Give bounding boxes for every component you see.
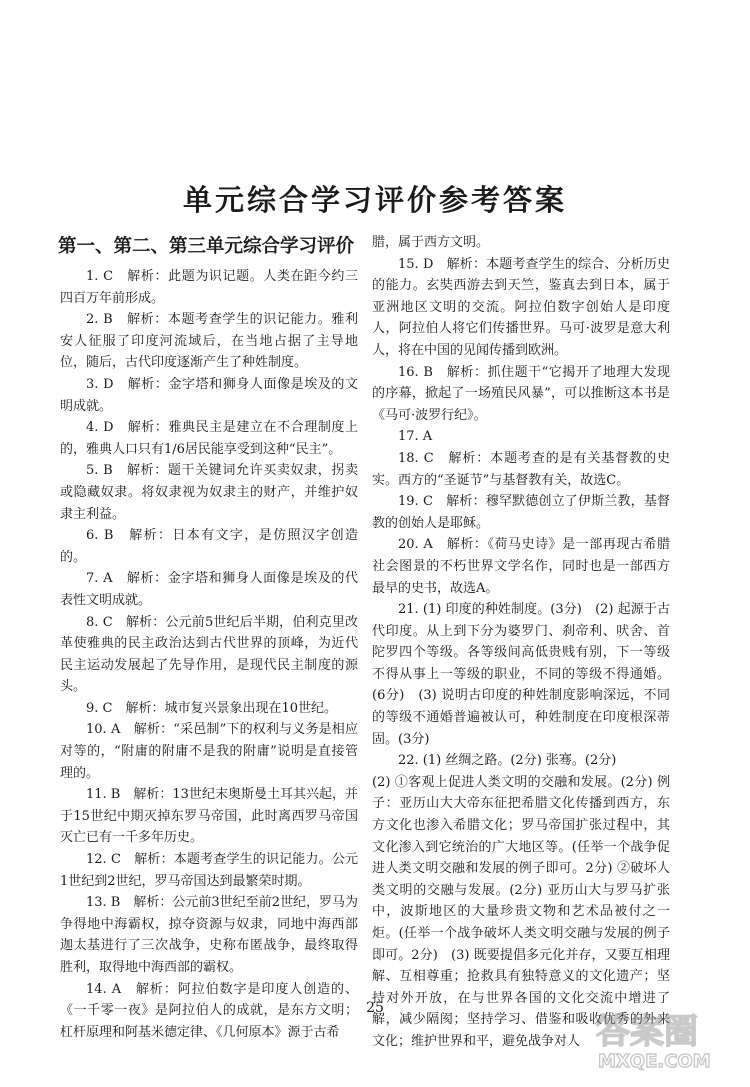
page-number: 25 [366,1000,384,1016]
answer-item: 5. B 解析：题干关键词允许买卖奴隶，拐卖或隐藏奴隶。将奴隶视为奴隶主的财产，并维护奴隶主利益。 [60,463,358,522]
page-title: 单元综合学习评价参考答案 [182,183,567,217]
answer-item: 9. C 解析：城市复兴景象出现在10世纪。 [86,700,338,716]
answer-item: 14. A 解析：阿拉伯数字是印度人创造的、《一千零一夜》是阿拉伯人的成就，是东方文明；杠杆原理和阿基米德定律、《几何原本》源于古希 [60,981,358,1040]
section-title: 第一、第二、第三单元综合学习评价 [58,236,355,257]
answer-item: 20. A 解析：《荷马史诗》是一部再现古希腊社会图景的不朽世界文学名作，同时也是一部西方最早的史书，故选A。 [372,537,670,596]
answer-item: 21. (1) 印度的种姓制度。(3分) (2) 起源于古代印度。从上到下分为婆罗门、刹帝利、吠舍、首陀罗四个等级。各等级间高低贵贱有别，下一等级不得从事上一等级的职业，不同的等级不得通婚。(6分) (3) 说明古印度的种姓制度影响深远，不同的等级不通婚普遍被认可，种姓制度在印度根深蒂固。(3分) [372,602,670,747]
watermark-line1: 答案圈 [596,1012,698,1052]
answer-item: 17. A [398,429,433,445]
answer-item: 1. C 解析：此题为识记题。人类在距今约三四百万年前形成。 [60,269,358,306]
answer-item: 13. B 解析：公元前3世纪至前2世纪，罗马为争得地中海霸权，掠夺资源与奴隶，同地中海西部迦太基进行了三次战争，史称布匿战争，最终取得胜利，取得地中海西部的霸权。 [60,895,358,975]
answer-item: 6. B 解析：日本有文字，是仿照汉字创造的。 [60,528,358,565]
watermark-line2: MXQE.COM [598,1051,711,1072]
answer-item: 3. D 解析：金字塔和狮身人面像是埃及的文明成就。 [60,376,358,414]
answer-item: 8. C 解析：公元前5世纪后半期，伯利克里改革使雅典的民主政治达到古代世界的顶峰，为近代民主运动发展起了先导作用，是现代民主制度的源头。 [60,614,358,695]
watermark-logo [588,1005,738,1073]
left-column [60,232,358,1043]
answer-item: 10. A 解析：“采邑制”下的权利与义务是相应对等的，“附庸的附庸不是我的附庸”说明是直接管理的。 [60,722,358,781]
answer-item: 15. D 解析：本题考查学生的综合、分析历史的能力。玄奘西游去到天竺，鉴真去到日本，属于亚洲地区文明的交流。阿拉伯数字创始人是印度人，阿拉伯人将它们传播世界。马可·波罗是意大利人，将在中国的见闻传播到欧洲。 [372,256,670,358]
answer-item: 19. C 解析：穆罕默德创立了伊斯兰教，基督教的创始人是耶稣。 [372,494,670,531]
answer-item: 18. C 解析：本题考查的是有关基督教的史实。西方的“圣诞节”与基督教有关，故选C。 [372,450,670,488]
answer-item: 2. B 解析：本题考查学生的识记能力。雅利安人征服了印度河流域后，在当地占据了主导地位，随后，古代印度逐渐产生了种姓制度。 [60,312,358,371]
answer-item: 16. B 解析：抓住题干“它揭开了地理大发现的序幕，掀起了一场殖民风暴”，可以推断这本书是《马可·波罗行纪》。 [372,364,670,423]
answer-item: (2) ①客观上促进人类文明的交融和发展。(2分) 例子：亚历山大大帝东征把希腊文化传播到西方，东方文化也渗入希腊文化；罗马帝国扩张过程中，其文化渗入到它统治的广大地区等。(任举一个战争促进人类文明交融和发展的例子即可。2分) ②破坏人类文明的交融与发展。(2分) 亚历山大与罗马扩张中，波斯地区的大量珍贵文物和艺术品被付之一炬。(任举一个战争破坏人类文明交融与发展的例子即可。2分) (3) 既要提倡多元化并存，又要互相理解、互相尊重；抢救具有独特意义的文化遗产；坚持对外开放，在与世界各国的文化交流中增进了解，减少隔阂；坚持学习、借鉴和吸收优秀的外来文化；维护世界和平，避免战争对人 [372,774,670,1049]
answer-item: 4. D 解析：雅典民主是建立在不合理制度上的，雅典人口只有1/6居民能享受到这种“民主”。 [60,420,358,457]
answer-continuation: 腊，属于西方文明。 [372,235,490,250]
answer-item: 22. (1) 丝绸之路。(2分) 张骞。(2分) [398,753,617,769]
answer-item: 12. C 解析：本题考查学生的识记能力。公元1世纪到2世纪，罗马帝国达到最繁荣时期。 [60,852,358,889]
answer-item: 7. A 解析：金字塔和狮身人面像是埃及的代表性文明成就。 [60,571,358,608]
answer-item: 11. B 解析：13世纪末奥斯曼土耳其兴起，并于15世纪中期灭掉东罗马帝国，此时离西罗马帝国灭亡已有一千多年历史。 [60,787,358,846]
right-column [372,232,670,1053]
